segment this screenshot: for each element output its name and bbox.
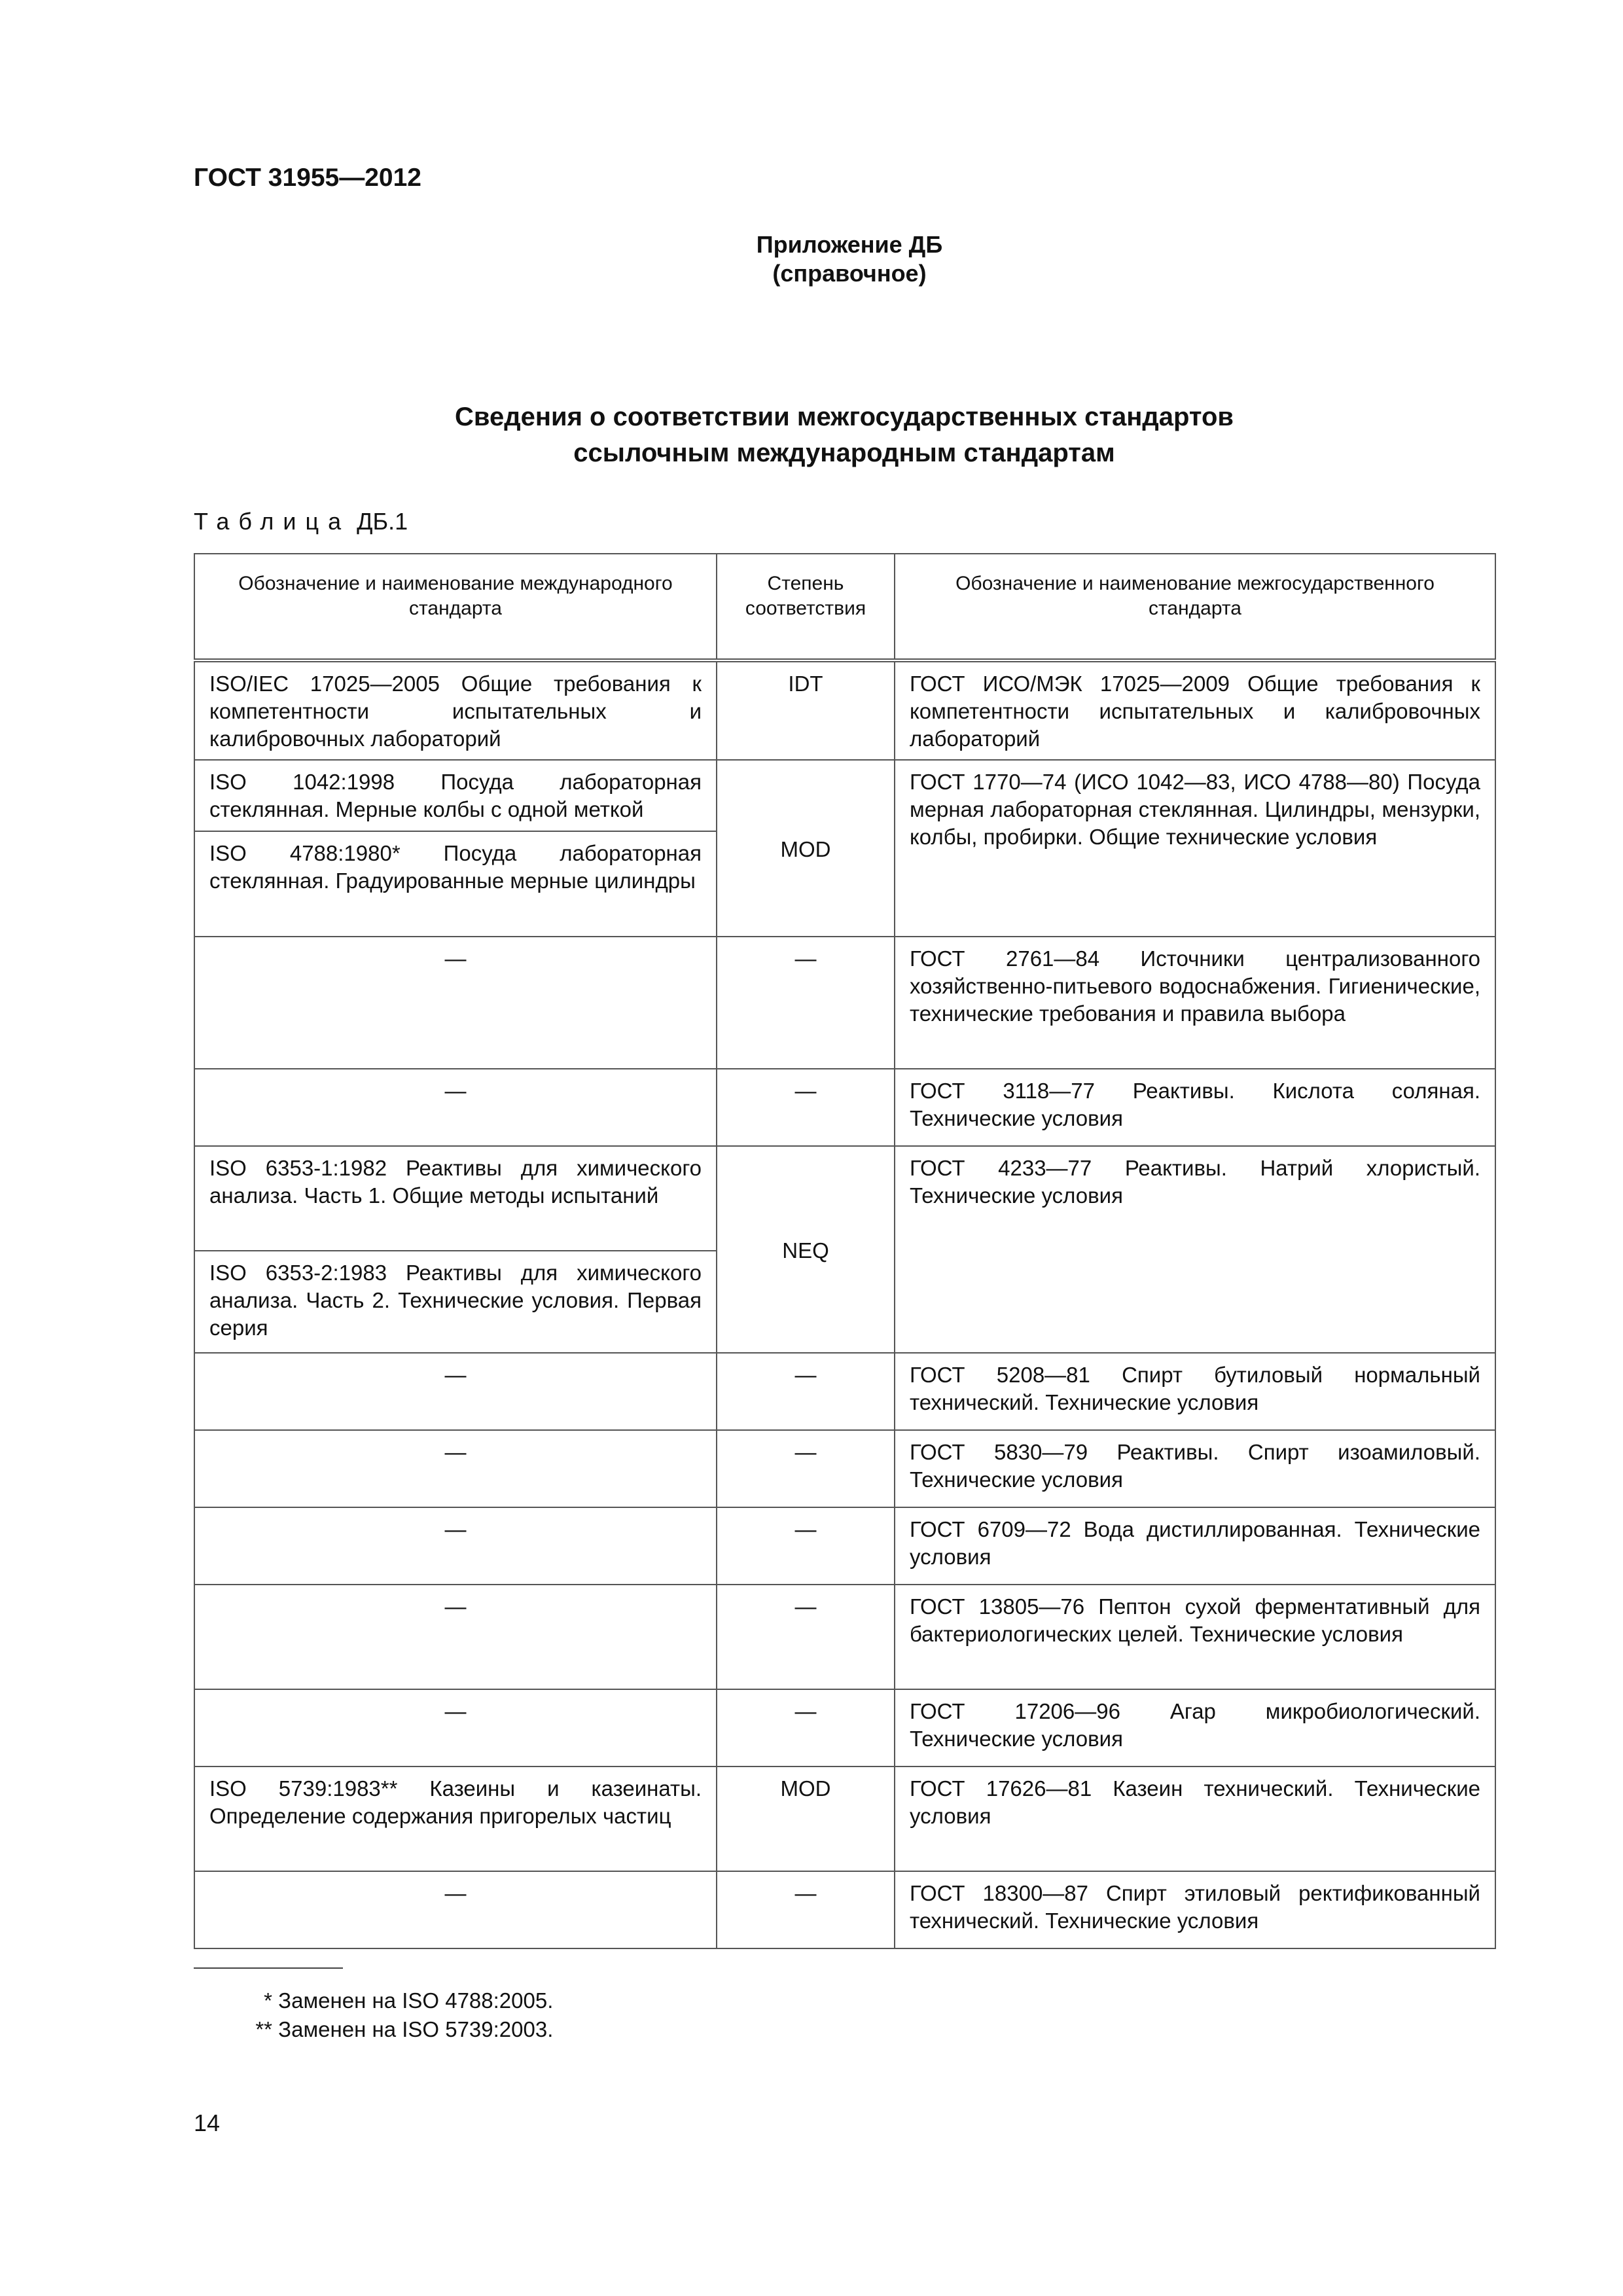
gost-standard-cell: ГОСТ 17206—96 Агар микробиологический. Технические условия: [895, 1689, 1495, 1767]
table-caption-number: ДБ.1: [357, 508, 408, 535]
table-caption-prefix: Таблица: [194, 508, 351, 535]
table-row: [194, 760, 1495, 831]
footnote-text: Заменен на ISO 5739:2003.: [278, 2017, 554, 2041]
section-title-line-2: ссылочным международным стандартам: [573, 439, 1115, 467]
header-international-standard: Обозначение и наименование международного стандарта: [194, 554, 717, 660]
intl-standard-cell: —: [194, 1507, 717, 1585]
footnote-text: Заменен на ISO 4788:2005.: [278, 1988, 554, 2013]
table-row: [194, 1069, 1495, 1146]
degree-cell: NEQ: [717, 1146, 895, 1353]
gost-standard-cell: ГОСТ 3118—77 Реактивы. Кислота соляная. Технические условия: [895, 1069, 1495, 1146]
table-row: [194, 1353, 1495, 1430]
footnote-mark: *: [264, 1988, 272, 2013]
table-row: [194, 1430, 1495, 1507]
table-row: [194, 1585, 1495, 1689]
degree-cell: —: [717, 1353, 895, 1430]
intl-standard-cell: —: [194, 1585, 717, 1689]
intl-standard-cell: ISO 6353-2:1983 Реактивы для химического анализа. Часть 2. Технические условия. Первая серия: [194, 1251, 717, 1353]
table-row: [194, 1689, 1495, 1767]
table-row: [194, 1871, 1495, 1948]
degree-cell: IDT: [717, 660, 895, 760]
gost-standard-cell: ГОСТ 6709—72 Вода дистиллированная. Технические условия: [895, 1507, 1495, 1585]
degree-cell: MOD: [717, 1767, 895, 1871]
table-row: [194, 1767, 1495, 1871]
intl-standard-cell: ISO 6353-1:1982 Реактивы для химического анализа. Часть 1. Общие методы испытаний: [194, 1146, 717, 1251]
section-title-line-1: Сведения о соответствии межгосударственных стандартов: [455, 403, 1234, 431]
footnote: [194, 1988, 553, 2013]
degree-cell: —: [717, 1507, 895, 1585]
intl-standard-cell: —: [194, 1871, 717, 1948]
intl-standard-cell: —: [194, 1430, 717, 1507]
table-caption: [194, 508, 408, 535]
table-row: [194, 1146, 1495, 1251]
degree-cell: —: [717, 1585, 895, 1689]
gost-standard-cell: ГОСТ 5830—79 Реактивы. Спирт изоамиловый. Технические условия: [895, 1430, 1495, 1507]
intl-standard-cell: —: [194, 1689, 717, 1767]
page-number: 14: [194, 2109, 221, 2136]
footnote-separator: [194, 1967, 343, 1969]
footnote: [194, 2017, 553, 2042]
gost-standard-cell: ГОСТ 13805—76 Пептон сухой ферментативный для бактериологических целей. Технические условия: [895, 1585, 1495, 1689]
intl-standard-cell: ISO 5739:1983** Казеины и казеинаты. Определение содержания пригорелых частиц: [194, 1767, 717, 1871]
gost-standard-cell: ГОСТ 1770—74 (ИСО 1042—83, ИСО 4788—80) Посуда мерная лабораторная стеклянная. Цилиндры, мензурки, колбы, пробирки. Общие технические условия: [895, 760, 1495, 937]
gost-standard-cell: ГОСТ 5208—81 Спирт бутиловый нормальный технический. Технические условия: [895, 1353, 1495, 1430]
appendix-title: Приложение ДБ: [756, 231, 943, 258]
appendix-heading: [0, 230, 1623, 288]
footnote-mark: **: [255, 2017, 272, 2041]
gost-standard-cell: ГОСТ 2761—84 Источники централизованного хозяйственно-питьевого водоснабжения. Гигиенические, технические требования и правила выбора: [895, 937, 1495, 1069]
gost-standard-cell: ГОСТ ИСО/МЭК 17025—2009 Общие требования к компетентности испытательных и калибровочных лабораторий: [895, 660, 1495, 760]
table-row: [194, 937, 1495, 1069]
header-interstate-standard: Обозначение и наименование межгосударственного стандарта: [895, 554, 1495, 660]
intl-standard-cell: ISO/IEC 17025—2005 Общие требования к компетентности испытательных и калибровочных лабораторий: [194, 660, 717, 760]
gost-standard-cell: ГОСТ 4233—77 Реактивы. Натрий хлористый. Технические условия: [895, 1146, 1495, 1353]
table-row: [194, 1507, 1495, 1585]
document-number: ГОСТ 31955—2012: [194, 164, 421, 192]
degree-cell: —: [717, 937, 895, 1069]
intl-standard-cell: ISO 1042:1998 Посуда лабораторная стеклянная. Мерные колбы с одной меткой: [194, 760, 717, 831]
degree-cell: MOD: [717, 760, 895, 937]
table-row: [194, 660, 1495, 760]
intl-standard-cell: ISO 4788:1980* Посуда лабораторная стеклянная. Градуированные мерные цилиндры: [194, 831, 717, 937]
table-header-row: [194, 554, 1495, 660]
degree-cell: —: [717, 1871, 895, 1948]
intl-standard-cell: —: [194, 1353, 717, 1430]
header-degree: Степень соответствия: [717, 554, 895, 660]
degree-cell: —: [717, 1689, 895, 1767]
section-title: [194, 399, 1495, 471]
standards-correspondence-table: [194, 553, 1496, 1949]
degree-cell: —: [717, 1430, 895, 1507]
intl-standard-cell: —: [194, 937, 717, 1069]
degree-cell: —: [717, 1069, 895, 1146]
intl-standard-cell: —: [194, 1069, 717, 1146]
gost-standard-cell: ГОСТ 18300—87 Спирт этиловый ректификованный технический. Технические условия: [895, 1871, 1495, 1948]
appendix-subtitle: (справочное): [772, 260, 927, 287]
gost-standard-cell: ГОСТ 17626—81 Казеин технический. Технические условия: [895, 1767, 1495, 1871]
